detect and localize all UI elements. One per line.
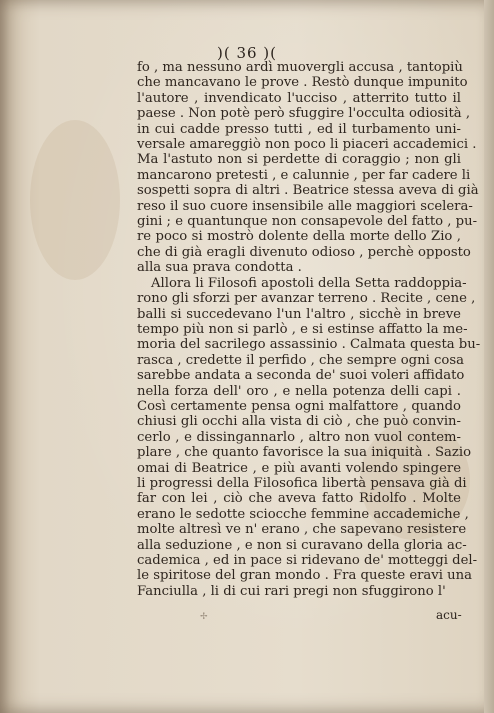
text-line: moria del sacrilego assassinio . Calmata questa bu-	[137, 337, 481, 353]
text-line: nella forza dell' oro , e nella potenza delli capi .	[137, 383, 461, 399]
text-line: gini ; e quantunque non consapevole del fatto , pu-	[137, 214, 478, 230]
text-line: reso il suo cuore insensibile alle maggiori scelera-	[137, 198, 473, 214]
text-line: li progressi della Filosofica libertà pensava già di	[137, 475, 467, 491]
text-line: rono gli sforzi per avanzar terreno . Recite , cene ,	[137, 291, 476, 307]
text-line: Fanciulla , li di cui rari pregi non sfuggirono l'	[137, 583, 446, 599]
text-line: Ma l'astuto non si perdette di coraggio ; non gli	[137, 152, 461, 168]
text-line: che mancavano le prove . Restò dunque impunito	[137, 75, 468, 91]
text-line: Così certamente pensa ogni malfattore , quando	[137, 398, 461, 414]
text-line: mancarono pretesti , e calunnie , per far cadere li	[137, 167, 471, 183]
text-line: l'autore , invendicato l'ucciso , atterrito tutto il	[137, 90, 461, 106]
text-line: fo , ma nessuno ardì muovergli accusa , tantopiù	[137, 60, 463, 75]
text-line: omai di Beatrice , e più avanti volendo spingere	[137, 460, 461, 476]
text-line: erano le sedotte sciocche femmine accademiche ,	[137, 506, 469, 522]
text-line: sarebbe andata a seconda de' suoi voleri affidato	[137, 368, 465, 384]
text-line: alla sua prava condotta .	[137, 260, 302, 276]
text-line: paese . Non potè però sfuggire l'occulta odiosità ,	[137, 106, 471, 122]
text-line: alla seduzione , e non si curavano della gloria ac-	[137, 537, 467, 553]
text-line: che di già eragli divenuto odioso , perchè opposto	[137, 244, 471, 260]
text-line: le spiritose del gran mondo . Fra queste eravi una	[137, 568, 472, 584]
text-line: in cui cadde presso tutti , ed il turbamento uni-	[137, 121, 461, 137]
text-line: re poco si mostrò dolente della morte dello Zio ,	[137, 229, 461, 245]
text-line: far con lei , ciò che aveva fatto Ridolfo . Molte	[137, 491, 461, 507]
paper-stain	[30, 120, 120, 280]
text-line: cerlo , e dissingannarlo , altro non vuol contem-	[137, 429, 461, 445]
text-line: Allora li Filosofi apostoli della Setta raddoppia-	[151, 275, 467, 291]
next-page-edge	[484, 0, 494, 713]
text-line: chiusi gli occhi alla vista di ciò , che può convin-	[137, 414, 461, 430]
text-line: tempo più non si parlò , e si estinse affatto la me-	[137, 321, 468, 337]
text-line: plare , che quanto favorisce la sua iniquità . Sazio	[137, 445, 472, 461]
text-line: balli si succedevano l'un l'altro , sicchè in breve	[137, 306, 461, 322]
text-line: molte altresì ve n' erano , che sapevano resistere	[137, 522, 467, 538]
page-text	[137, 60, 481, 599]
catchword: acu-	[436, 608, 462, 622]
text-line: versale amareggiò non poco li piaceri accademici .	[137, 137, 477, 153]
text-line: cademica , ed in pace si ridevano de' motteggi del-	[137, 553, 478, 568]
text-line: sospetti sopra di altri . Beatrice stessa aveva di già	[137, 183, 479, 199]
page-number: )( 36 )(	[216, 44, 278, 62]
text-line: rasca , credette il perfido , che sempre ogni cosa	[137, 352, 464, 368]
ink-mark: ✢	[200, 612, 208, 622]
